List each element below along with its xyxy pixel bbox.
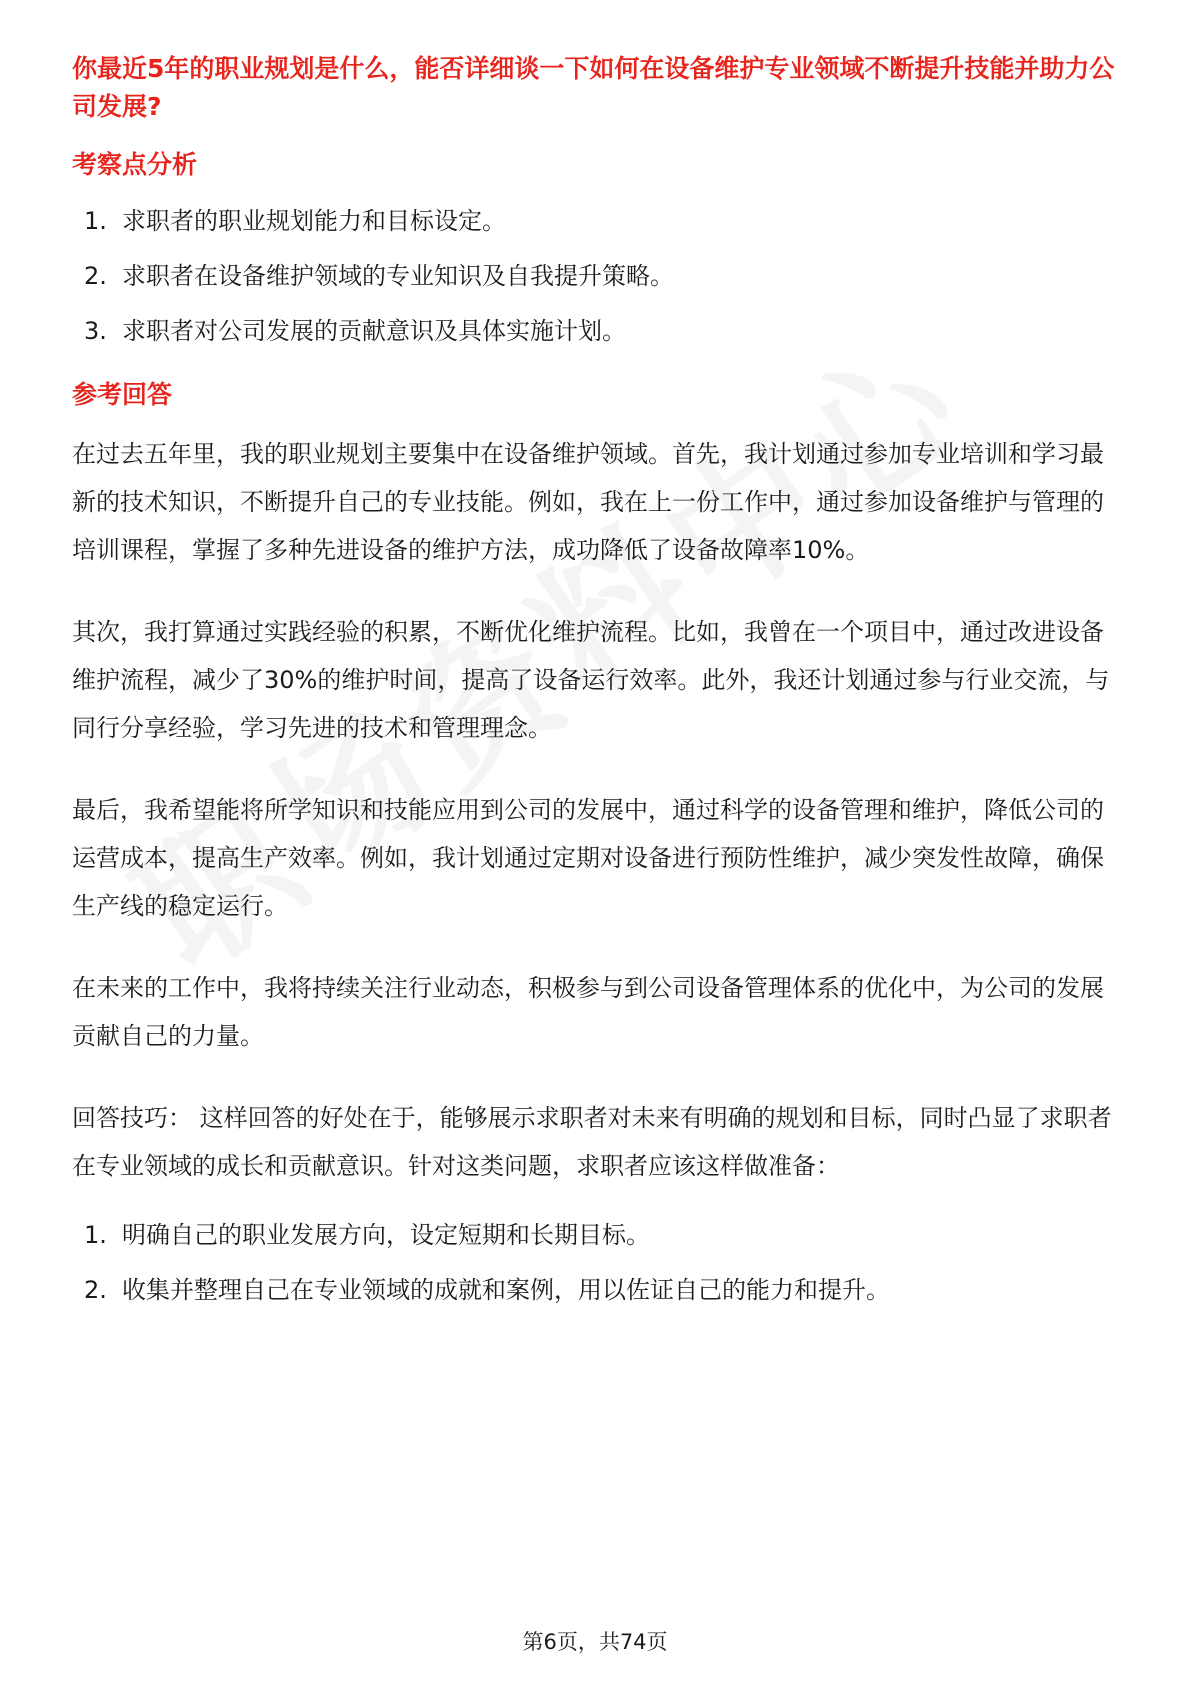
analysis-heading: 考察点分析 [72, 150, 198, 179]
answer-paragraph: 在未来的工作中，我将持续关注行业动态，积极参与到公司设备管理体系的优化中，为公司的发展贡献自己的力量。 [72, 974, 1104, 1050]
list-item [72, 314, 1118, 348]
list-number: 2. [84, 262, 107, 290]
list-number: 1. [84, 1221, 107, 1249]
question-title: 你最近5年的职业规划是什么，能否详细谈一下如何在设备维护专业领域不断提升技能并助力公司发展? [72, 54, 1115, 121]
list-text: 收集并整理自己在专业领域的成就和案例，用以佐证自己的能力和提升。 [122, 1276, 890, 1304]
list-item [72, 259, 1118, 293]
answer-paragraph: 在过去五年里，我的职业规划主要集中在设备维护领域。首先，我计划通过参加专业培训和学习最新的技术知识，不断提升自己的专业技能。例如，我在上一份工作中，通过参加设备维护与管理的培训课程，掌握了多种先进设备的维护方法，成功降低了设备故障率10%。 [72, 440, 1104, 564]
page-number-footer: 第6页，共74页 [522, 1630, 668, 1654]
list-item [72, 1273, 1118, 1307]
analysis-points [72, 204, 1118, 348]
list-number: 3. [84, 317, 107, 345]
list-item [72, 204, 1118, 238]
page-content [72, 50, 1118, 1337]
answer-paragraph: 最后，我希望能将所学知识和技能应用到公司的发展中，通过科学的设备管理和维护，降低公司的运营成本，提高生产效率。例如，我计划通过定期对设备进行预防性维护，减少突发性故障，确保生产线的稳定运行。 [72, 796, 1104, 920]
answer-tips: 回答技巧： 这样回答的好处在于，能够展示求职者对未来有明确的规划和目标，同时凸显了求职者在专业领域的成长和贡献意识。针对这类问题，求职者应该这样做准备： [72, 1104, 1112, 1180]
answer-heading: 参考回答 [72, 380, 173, 409]
tip-points [72, 1218, 1118, 1307]
list-number: 2. [84, 1276, 107, 1304]
list-text: 求职者的职业规划能力和目标设定。 [122, 207, 506, 235]
list-text: 求职者在设备维护领域的专业知识及自我提升策略。 [122, 262, 674, 290]
list-item [72, 1218, 1118, 1252]
list-text: 求职者对公司发展的贡献意识及具体实施计划。 [122, 317, 626, 345]
answer-paragraph: 其次，我打算通过实践经验的积累，不断优化维护流程。比如，我曾在一个项目中，通过改进设备维护流程，减少了30%的维护时间，提高了设备运行效率。此外，我还计划通过参与行业交流，与同行分享经验，学习先进的技术和管理理念。 [72, 618, 1110, 742]
list-text: 明确自己的职业发展方向，设定短期和长期目标。 [122, 1221, 650, 1249]
list-number: 1. [84, 207, 107, 235]
